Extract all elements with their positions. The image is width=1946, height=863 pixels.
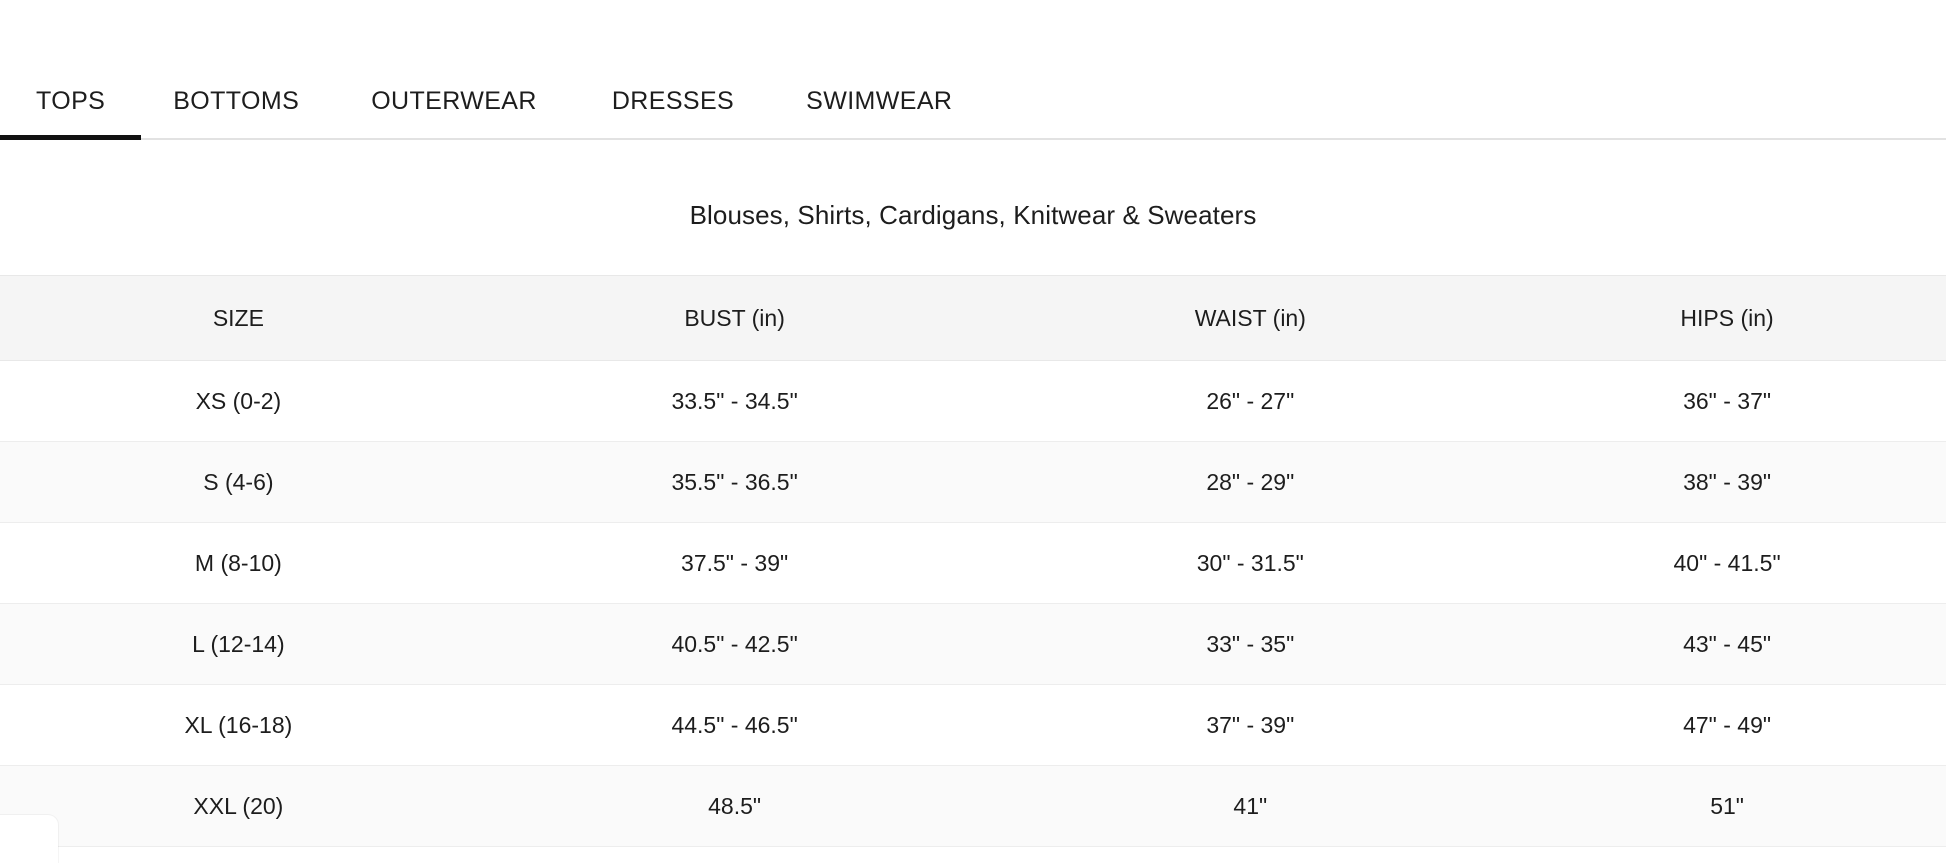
cell-waist: 33" - 35" — [992, 604, 1508, 685]
cell-hips: 36" - 37" — [1508, 361, 1946, 442]
column-header-bust: BUST (in) — [477, 276, 993, 361]
table-row — [0, 685, 1946, 766]
column-header-size: SIZE — [0, 276, 477, 361]
cell-size: XS (0-2) — [0, 361, 477, 442]
tab-tops[interactable]: TOPS — [36, 87, 105, 138]
table-header — [0, 276, 1946, 361]
cell-bust: 48.5" — [477, 766, 993, 847]
table-body — [0, 361, 1946, 847]
column-header-waist: WAIST (in) — [992, 276, 1508, 361]
tab-bottoms[interactable]: BOTTOMS — [173, 87, 299, 138]
table-caption: Blouses, Shirts, Cardigans, Knitwear & Sweaters — [689, 200, 1257, 230]
cell-size: XL (16-18) — [0, 685, 477, 766]
cell-hips: 38" - 39" — [1508, 442, 1946, 523]
cell-waist: 26" - 27" — [992, 361, 1508, 442]
table-row — [0, 523, 1946, 604]
size-table-container — [0, 275, 1946, 847]
tab-swimwear[interactable]: SWIMWEAR — [806, 87, 952, 138]
cell-waist: 30" - 31.5" — [992, 523, 1508, 604]
cell-size: S (4-6) — [0, 442, 477, 523]
cell-hips: 51" — [1508, 766, 1946, 847]
cell-bust: 44.5" - 46.5" — [477, 685, 993, 766]
column-header-hips: HIPS (in) — [1508, 276, 1946, 361]
cell-size: L (12-14) — [0, 604, 477, 685]
corner-overlay — [0, 815, 58, 863]
size-chart-table — [0, 275, 1946, 847]
table-header-row — [0, 276, 1946, 361]
cell-bust: 37.5" - 39" — [477, 523, 993, 604]
table-row — [0, 361, 1946, 442]
cell-waist: 28" - 29" — [992, 442, 1508, 523]
cell-bust: 35.5" - 36.5" — [477, 442, 993, 523]
cell-hips: 43" - 45" — [1508, 604, 1946, 685]
cell-hips: 47" - 49" — [1508, 685, 1946, 766]
table-row — [0, 442, 1946, 523]
tab-outerwear[interactable]: OUTERWEAR — [371, 87, 537, 138]
tab-dresses[interactable]: DRESSES — [612, 87, 734, 138]
cell-size: M (8-10) — [0, 523, 477, 604]
cell-size: XXL (20) — [0, 766, 477, 847]
cell-waist: 41" — [992, 766, 1508, 847]
cell-hips: 40" - 41.5" — [1508, 523, 1946, 604]
table-row — [0, 766, 1946, 847]
cell-bust: 40.5" - 42.5" — [477, 604, 993, 685]
cell-bust: 33.5" - 34.5" — [477, 361, 993, 442]
table-row — [0, 604, 1946, 685]
category-tabbar — [0, 0, 1946, 140]
cell-waist: 37" - 39" — [992, 685, 1508, 766]
